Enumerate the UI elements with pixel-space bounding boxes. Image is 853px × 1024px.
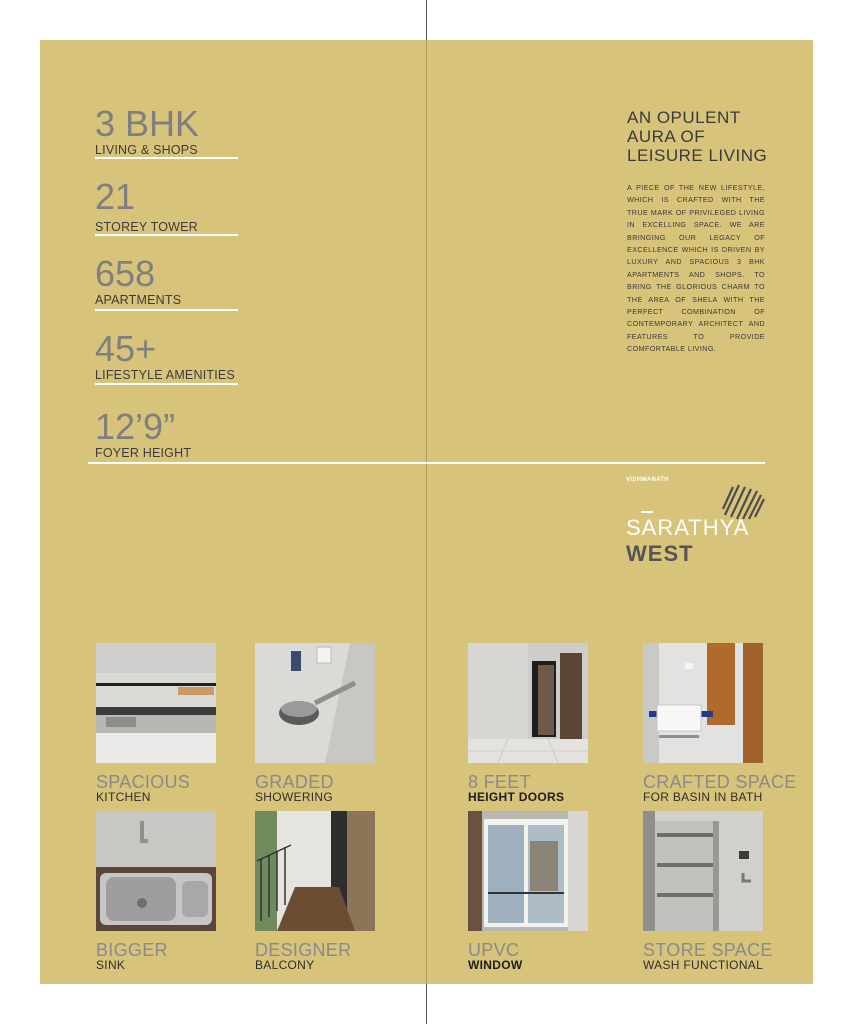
feature-title: STORE SPACE — [643, 940, 773, 960]
logo-location: WEST — [626, 541, 694, 566]
feature-subtitle: BALCONY — [255, 958, 315, 972]
logo-name: SARATHYA — [626, 515, 750, 540]
feature-subtitle: SINK — [96, 958, 126, 972]
feature-sink — [96, 811, 216, 972]
balcony-photo — [255, 811, 375, 931]
feature-store — [643, 811, 773, 972]
feature-title: 8 FEET — [468, 772, 531, 792]
feature-title: UPVC — [468, 940, 520, 960]
feature-subtitle: WINDOW — [468, 958, 523, 972]
section-divider — [88, 462, 765, 464]
feature-title: GRADED — [255, 772, 334, 792]
center-fold — [426, 40, 427, 984]
stat-divider — [95, 383, 238, 385]
stat-foyer — [95, 406, 240, 460]
stat-amenities — [95, 328, 240, 382]
store-photo — [643, 811, 763, 931]
stat-value: 658 — [95, 253, 156, 294]
spine-line-top — [426, 0, 427, 40]
feature-subtitle: KITCHEN — [96, 790, 151, 804]
logo-macron — [641, 511, 653, 513]
doors-photo — [468, 643, 588, 763]
heading-line: AURA OF — [627, 127, 706, 146]
feature-shower — [255, 643, 375, 804]
logo-brand: VISHWANATH — [626, 477, 669, 483]
sink-photo — [96, 811, 216, 931]
stat-divider — [95, 157, 238, 159]
feature-window — [468, 811, 588, 972]
feature-kitchen — [96, 643, 216, 804]
intro-heading — [627, 108, 797, 165]
feature-subtitle: FOR BASIN IN BATH — [643, 790, 763, 804]
kitchen-photo — [96, 643, 216, 763]
brochure-spread — [40, 40, 813, 984]
feature-balcony — [255, 811, 375, 972]
stat-value: 21 — [95, 176, 136, 217]
stat-label: APARTMENTS — [95, 293, 182, 307]
stat-label: LIFESTYLE AMENITIES — [95, 368, 235, 382]
feature-title: BIGGER — [96, 940, 168, 960]
feature-doors — [468, 643, 588, 804]
stat-apartments — [95, 253, 240, 307]
stat-storey — [95, 176, 240, 234]
stat-bhk — [95, 103, 240, 157]
stat-divider — [95, 234, 238, 236]
stat-value: 45+ — [95, 328, 157, 369]
feature-basin — [643, 643, 797, 804]
stat-divider — [95, 309, 238, 311]
feature-subtitle: HEIGHT DOORS — [468, 790, 565, 804]
feature-title: CRAFTED SPACE — [643, 772, 797, 792]
basin-photo — [643, 643, 763, 763]
stat-label: STOREY TOWER — [95, 220, 198, 234]
heading-line: LEISURE LIVING — [627, 146, 768, 165]
intro-paragraph: A PIECE OF THE NEW LIFESTYLE, WHICH IS CRAFTED WITH THE TRUE MARK OF PRIVILEGED LIVING IN EXCELLING SPACE. WE ARE BRINGING OUR LEGACY OF EXCELLENCE WHICH IS DRIVEN BY LUXURY AND SPACIOUS 3 BHK APARTMENTS AND SHOPS. TO BRING THE GLORIOUS CHARM TO THE AREA OF SHELA WITH THE PERFECT COMBINATION OF CONTEMPORARY ARCHITECT AND FEATURES TO PROVIDE COMFORTABLE LIVING. — [627, 183, 765, 354]
feature-title: SPACIOUS — [96, 772, 191, 792]
stat-label: FOYER HEIGHT — [95, 446, 192, 460]
shower-photo — [255, 643, 375, 763]
spine-line-bottom — [426, 984, 427, 1024]
stat-value: 3 BHK — [95, 103, 200, 144]
stat-label: LIVING & SHOPS — [95, 143, 198, 157]
feature-subtitle: SHOWERING — [255, 790, 334, 804]
feature-title: DESIGNER — [255, 940, 352, 960]
window-photo — [468, 811, 588, 931]
stat-value: 12’9” — [95, 406, 176, 447]
heading-line: AN OPULENT — [627, 108, 741, 127]
feature-subtitle: WASH FUNCTIONAL — [643, 958, 764, 972]
